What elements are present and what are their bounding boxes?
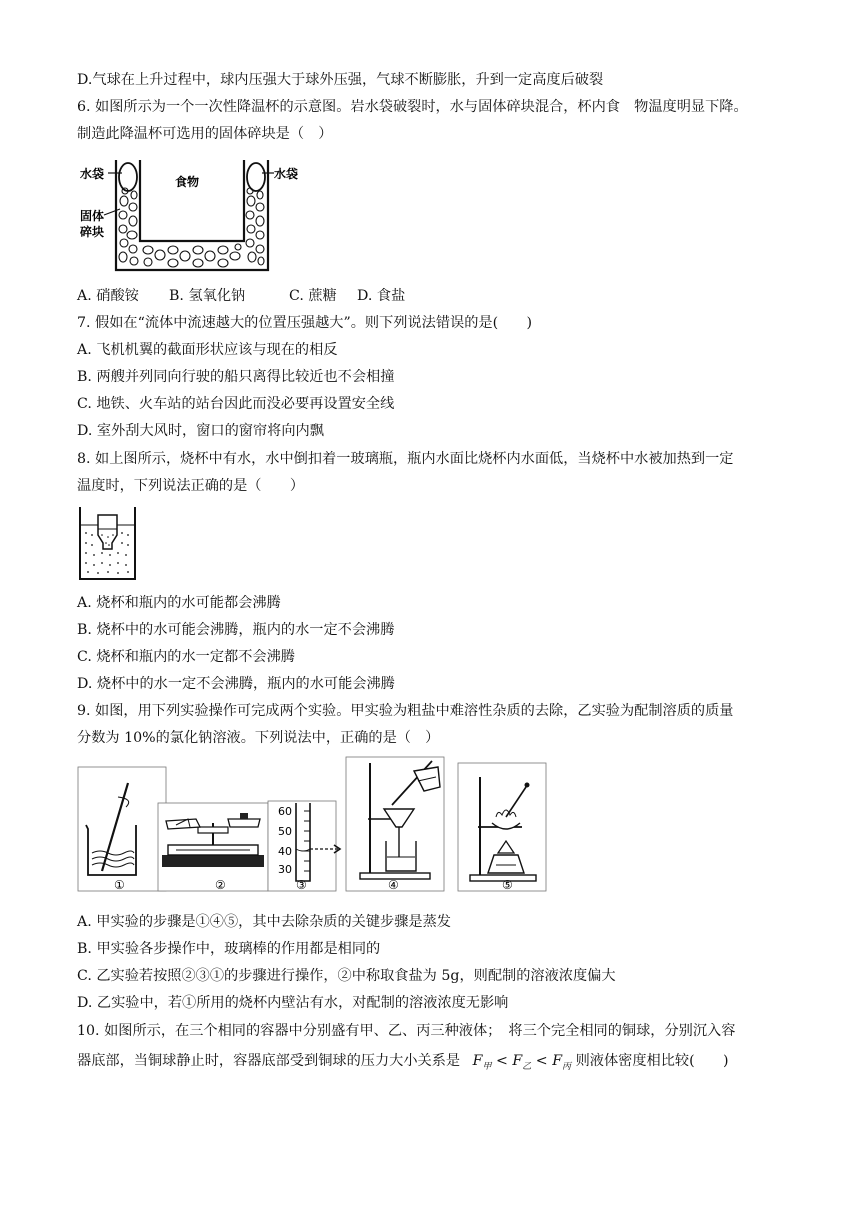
less-than-1: < (495, 1053, 508, 1069)
q10-stem-line1: 10. 如图所示，在三个相同的容器中分别盛有甲、乙、丙三种液体； 将三个完全相同的铜球，分别沉入容 (77, 1023, 736, 1039)
q9-option-c: C. 乙实验若按照②③①的步骤进行操作，②中称取食盐为 5g，则配制的溶液浓度偏大 (77, 968, 616, 984)
water-bag-left-label: 水袋 (80, 167, 105, 181)
q7-stem: 7. 假如在“流体中流速越大的位置压强越大”。则下列说法错误的是( ) (77, 315, 533, 331)
solid-label-1: 固体 (80, 209, 105, 223)
q7-option-c: C. 地铁、火车站的站台因此而没必要再设置安全线 (77, 396, 395, 412)
panel-3-measuring (268, 801, 340, 892)
less-than-2: < (535, 1053, 548, 1069)
force-symbol-2: F (512, 1053, 523, 1069)
q8-option-d: D. 烧杯中的水一定不会沸腾，瓶内的水可能会沸腾 (77, 676, 395, 692)
q8-beaker-figure (78, 505, 138, 581)
q8-option-a: A. 烧杯和瓶内的水可能都会沸腾 (77, 595, 281, 611)
panel-3-number: ③ (296, 878, 307, 892)
q10-line2-prefix: 器底部，当铜球静止时，容器底部受到铜球的压力大小关系是 (77, 1053, 461, 1069)
q6-option-a: A. 硝酸铵 (77, 288, 139, 304)
tick-30: 30 (278, 863, 292, 876)
q6-cooling-cup-figure (78, 157, 299, 277)
q6-stem-line1: 6. 如图所示为一个一次性降温杯的示意图。岩水袋破裂时，水与固体碎块混合，杯内食 物温度明显下降。 (77, 99, 748, 115)
water-bag-right-label: 水袋 (274, 167, 299, 181)
q9-option-a: A. 甲实验的步骤是①④⑤，其中去除杂质的关键步骤是蒸发 (77, 914, 451, 930)
q6-stem-line2: 制造此降温杯可选用的固体碎块是（ ） (77, 126, 333, 142)
subscript-bing: 丙 (562, 1061, 572, 1072)
q10-formula (472, 1053, 576, 1072)
panel-4-filtration (346, 757, 444, 892)
panel-4-number: ④ (388, 878, 399, 892)
tick-50: 50 (278, 825, 292, 838)
tick-60: 60 (278, 805, 292, 818)
q6-option-b: B. 氢氧化钠 (169, 288, 246, 304)
q10-line2-suffix: 则液体密度相比较( ) (575, 1053, 729, 1069)
force-symbol-3: F (552, 1053, 563, 1069)
panel-5-number: ⑤ (502, 878, 513, 892)
q7-option-b: B. 两艘并列同向行驶的船只离得比较近也不会相撞 (77, 369, 395, 385)
q9-stem-line2: 分数为 10%的氯化钠溶液。下列说法中，正确的是（ ） (77, 730, 440, 746)
q6-options (77, 286, 405, 306)
q10-stem-line2 (77, 1051, 729, 1077)
q8-option-c: C. 烧杯和瓶内的水一定都不会沸腾 (77, 649, 295, 665)
q9-option-d: D. 乙实验中，若①所用的烧杯内壁沾有水，对配制的溶液浓度无影响 (77, 995, 509, 1011)
force-symbol-1: F (472, 1053, 483, 1069)
solid-label-2: 碎块 (80, 225, 105, 239)
q8-stem-line1: 8. 如上图所示，烧杯中有水，水中倒扣着一玻璃瓶，瓶内水面比烧杯内水面低，当烧杯中水被加热到一定 (77, 451, 734, 467)
panel-1-dissolving (78, 767, 166, 892)
tick-40: 40 (278, 845, 292, 858)
q8-option-b: B. 烧杯中的水可能会沸腾，瓶内的水一定不会沸腾 (77, 622, 395, 638)
q7-option-a: A. 飞机机翼的截面形状应该与现在的相反 (77, 342, 338, 358)
panel-2-number: ② (215, 878, 226, 892)
food-label: 食物 (175, 175, 200, 189)
q9-lab-operations-figure (78, 757, 548, 905)
q9-stem-line1: 9. 如图，用下列实验操作可完成两个实验。甲实验为粗盐中难溶性杂质的去除，乙实验为配制溶质的质量 (77, 703, 734, 719)
q6-option-d: D. 食盐 (357, 288, 406, 304)
q6-option-c: C. 蔗糖 (289, 288, 337, 304)
subscript-jia: 甲 (482, 1061, 492, 1072)
panel-2-weighing (158, 803, 268, 892)
q9-option-b: B. 甲实验各步操作中，玻璃棒的作用都是相同的 (77, 941, 381, 957)
q5-option-d: D.气球在上升过程中，球内压强大于球外压强，气球不断膨胀，升到一定高度后破裂 (77, 72, 604, 88)
subscript-yi: 乙 (522, 1061, 532, 1072)
panel-1-number: ① (114, 878, 125, 892)
q8-stem-line2: 温度时，下列说法正确的是（ ） (77, 478, 305, 494)
q7-option-d: D. 室外刮大风时，窗口的窗帘将向内飘 (77, 423, 324, 439)
panel-5-evaporation (458, 763, 546, 892)
